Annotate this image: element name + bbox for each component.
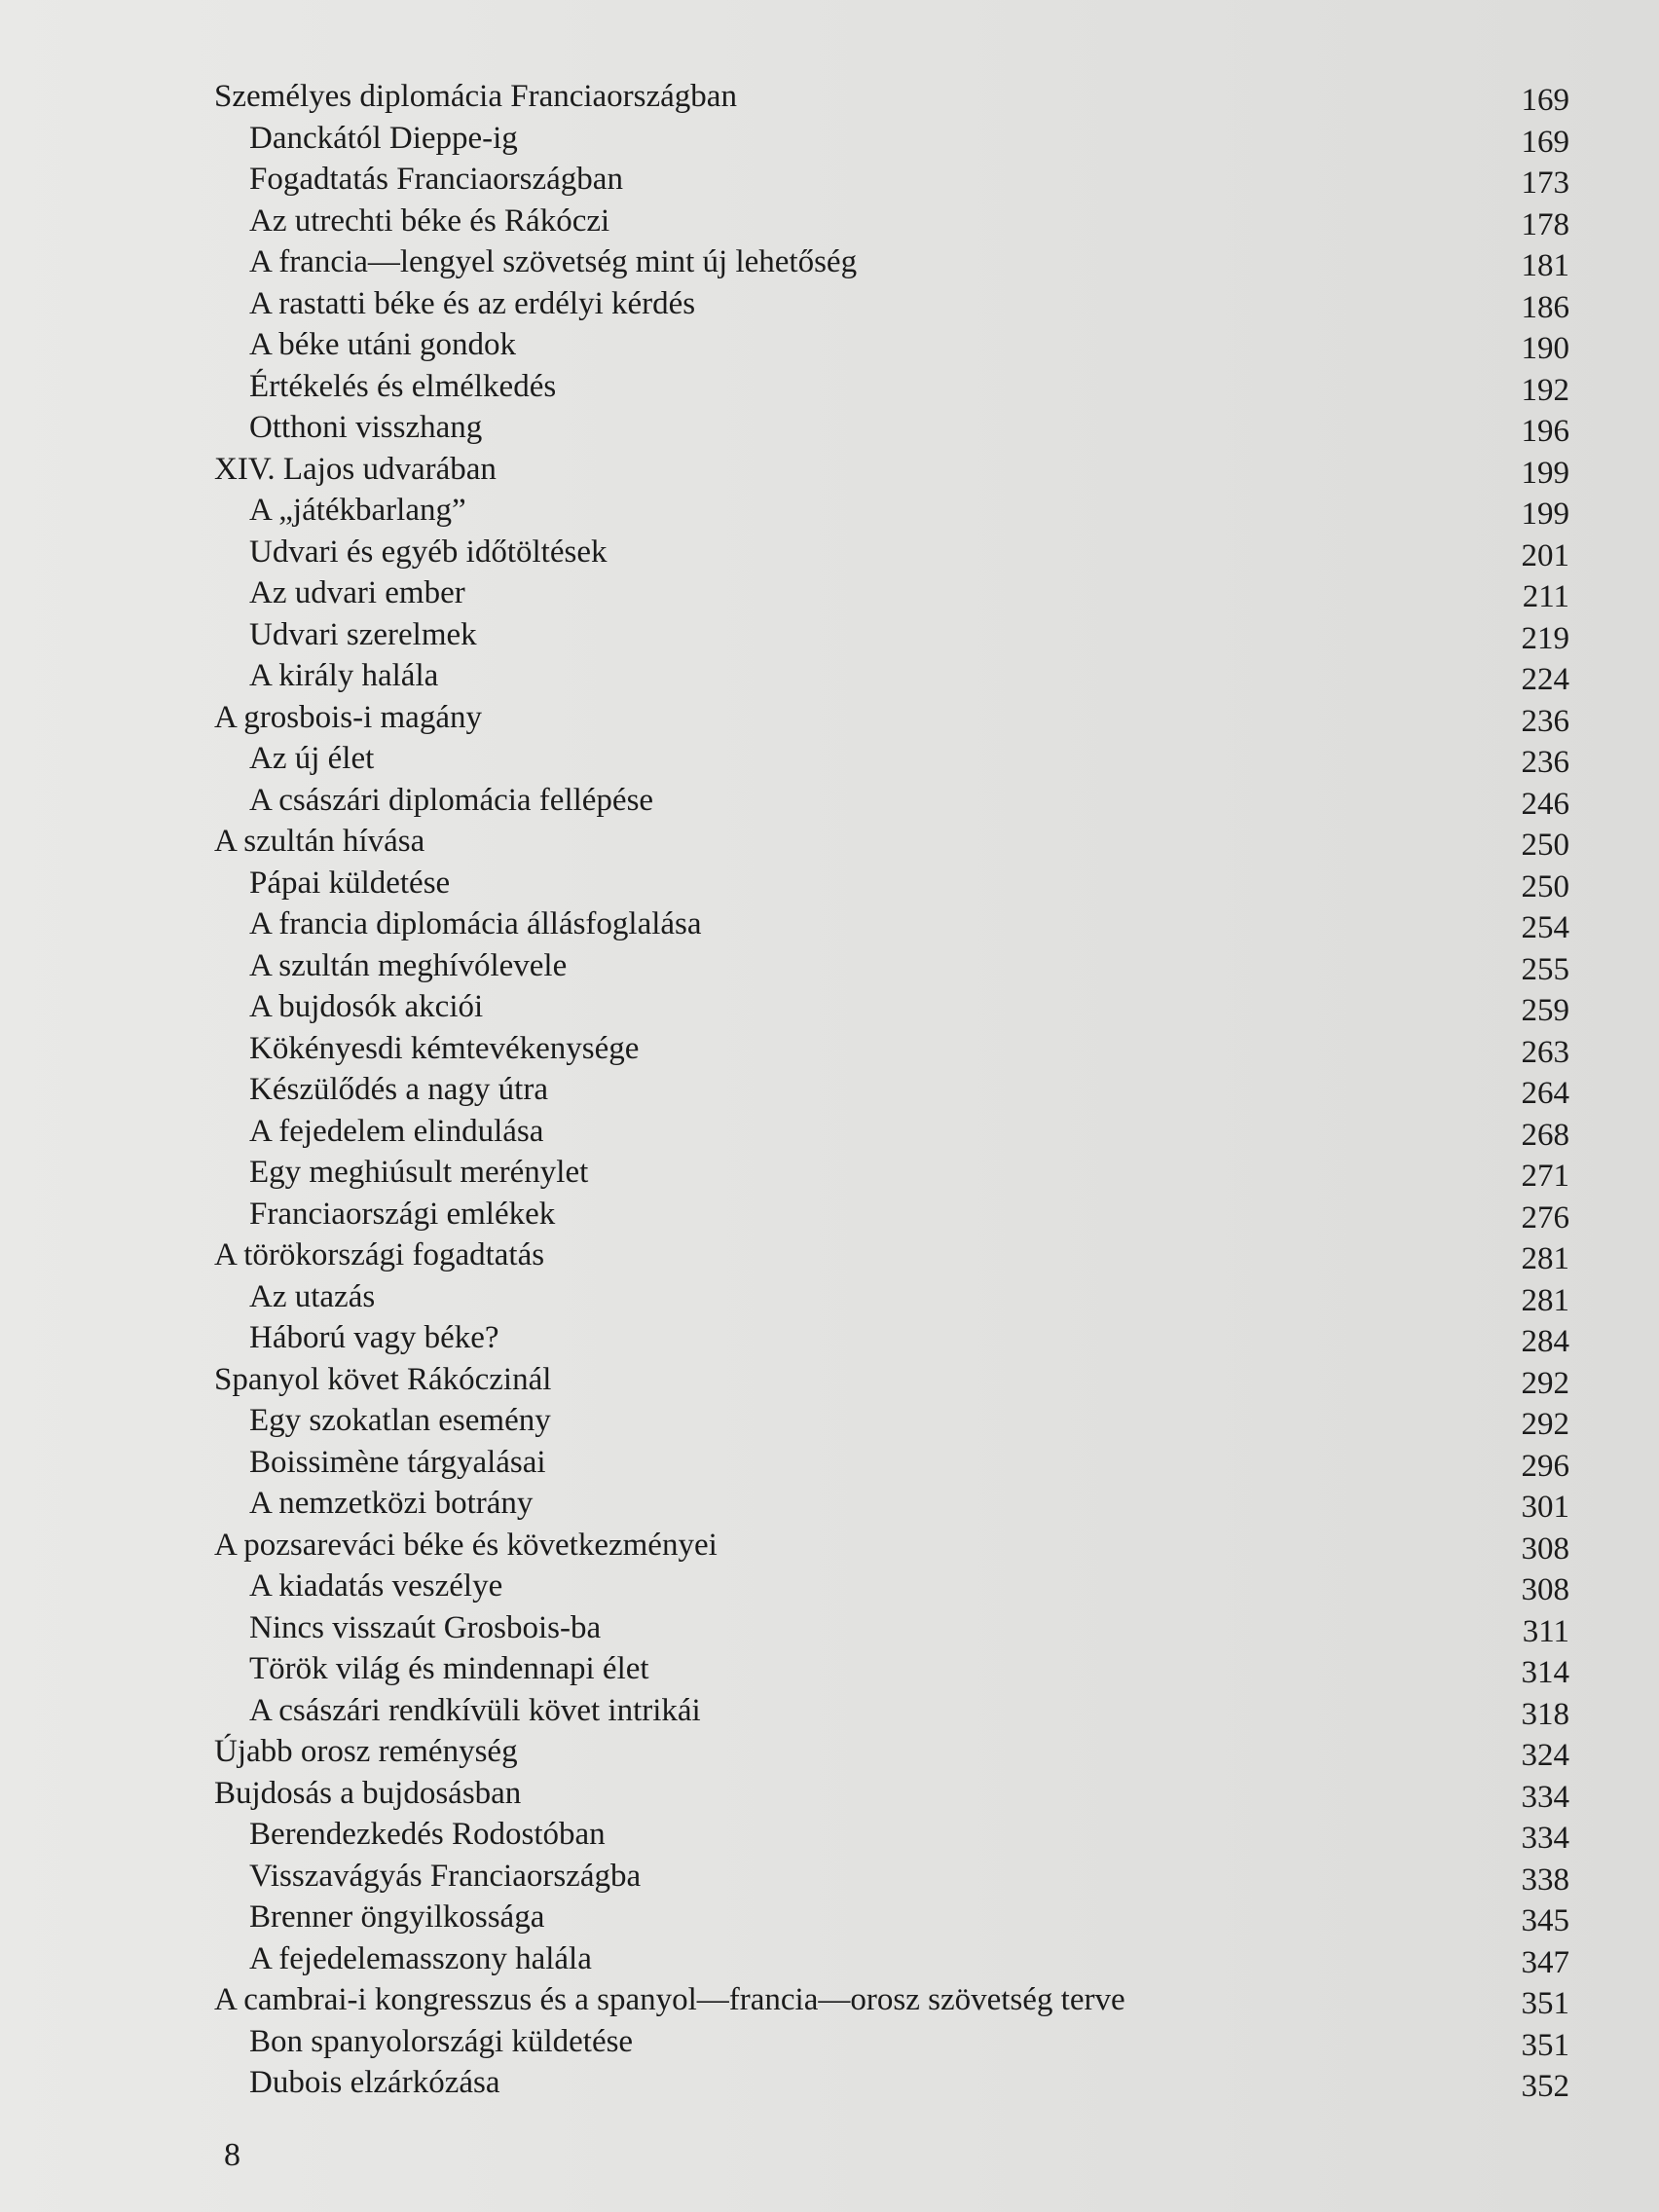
toc-entry-page: 250 xyxy=(1521,828,1569,863)
toc-subentry xyxy=(214,572,1569,614)
toc-subentry xyxy=(214,1152,1569,1194)
toc-subentry xyxy=(214,1483,1569,1525)
toc-subentry xyxy=(214,159,1569,201)
toc-entry-page: 236 xyxy=(1521,745,1569,780)
toc-subentry xyxy=(214,324,1569,366)
toc-entry-title: Háború vagy béke? xyxy=(249,1320,499,1355)
toc-subentry xyxy=(214,1442,1569,1484)
toc-entry-page: 324 xyxy=(1521,1738,1569,1773)
toc-entry-title: A szultán hívása xyxy=(214,824,425,859)
toc-entry-page: 351 xyxy=(1521,2027,1569,2063)
toc-chapter xyxy=(214,1731,1569,1773)
toc-entry-title: Otthoni visszhang xyxy=(249,410,483,445)
toc-entry-page: 178 xyxy=(1521,206,1569,242)
toc-entry-page: 190 xyxy=(1521,331,1569,366)
toc-entry-title: Az utrechti béke és Rákóczi xyxy=(249,203,610,239)
toc-entry-page: 301 xyxy=(1521,1490,1569,1525)
toc-subentry xyxy=(214,1194,1569,1235)
toc-entry-page: 292 xyxy=(1521,1407,1569,1442)
toc-entry-title: XIV. Lajos udvarában xyxy=(214,451,497,487)
toc-entry-title: Újabb orosz reménység xyxy=(214,1734,518,1769)
toc-entry-page: 292 xyxy=(1521,1365,1569,1401)
toc-subentry xyxy=(214,1897,1569,1938)
toc-subentry xyxy=(214,1814,1569,1856)
toc-entry-page: 211 xyxy=(1522,579,1569,614)
toc-entry-page: 246 xyxy=(1521,786,1569,822)
toc-entry-page: 236 xyxy=(1521,703,1569,739)
toc-chapter xyxy=(214,1359,1569,1401)
toc-entry-title: A grosbois-i magány xyxy=(214,699,482,735)
toc-entry-title: Dubois elzárkózása xyxy=(249,2065,500,2100)
toc-entry-page: 268 xyxy=(1521,1117,1569,1153)
toc-entry-title: A császári diplomácia fellépése xyxy=(249,782,654,818)
toc-entry-page: 224 xyxy=(1521,662,1569,697)
toc-entry-title: Boissimène tárgyalásai xyxy=(249,1444,546,1480)
toc-entry-page: 271 xyxy=(1521,1159,1569,1194)
toc-entry-title: Bujdosás a bujdosásban xyxy=(214,1775,522,1811)
toc-subentry xyxy=(214,1400,1569,1442)
toc-entry-page: 169 xyxy=(1521,83,1569,118)
toc-entry-page: 181 xyxy=(1521,248,1569,283)
toc-entry-page: 201 xyxy=(1521,537,1569,573)
toc-entry-title: Az udvari ember xyxy=(249,575,465,610)
toc-entry-page: 281 xyxy=(1521,1282,1569,1318)
toc-subentry xyxy=(214,283,1569,325)
toc-entry-page: 186 xyxy=(1521,289,1569,325)
toc-entry-page: 219 xyxy=(1521,620,1569,656)
toc-entry-title: Bon spanyolországi küldetése xyxy=(249,2023,634,2059)
toc-entry-title: Udvari és egyéb időtöltések xyxy=(249,534,608,570)
toc-entry-page: 308 xyxy=(1521,1530,1569,1567)
toc-entry-page: 334 xyxy=(1521,1821,1569,1856)
toc-entry-title: Berendezkedés Rodostóban xyxy=(249,1817,606,1852)
toc-entry-title: A fejedelem elindulása xyxy=(249,1113,544,1149)
toc-entry-page: 352 xyxy=(1521,2069,1569,2104)
toc-entry-title: Udvari szerelmek xyxy=(249,616,477,652)
page-number: 8 xyxy=(224,2137,240,2173)
toc-entry-page: 334 xyxy=(1521,1779,1569,1815)
toc-entry-title: Fogadtatás Franciaországban xyxy=(249,162,623,197)
toc-entry-title: A „játékbarlang” xyxy=(249,493,466,528)
toc-entry-page: 169 xyxy=(1521,124,1569,160)
toc-entry-page: 192 xyxy=(1521,372,1569,408)
toc-subentry xyxy=(214,1690,1569,1732)
toc-subentry xyxy=(214,1317,1569,1359)
toc-entry-title: Nincs visszaút Grosbois-ba xyxy=(249,1609,602,1645)
toc-subentry xyxy=(214,201,1569,242)
toc-entry-page: 318 xyxy=(1521,1696,1569,1732)
toc-entry-page: 259 xyxy=(1521,993,1569,1028)
toc-entry-page: 308 xyxy=(1521,1572,1569,1607)
toc-entry-page: 351 xyxy=(1521,1986,1569,2021)
toc-subentry xyxy=(214,1111,1569,1153)
toc-entry-page: 296 xyxy=(1521,1448,1569,1484)
toc-entry-page: 263 xyxy=(1521,1034,1569,1070)
toc-entry-page: 338 xyxy=(1521,1862,1569,1898)
toc-subentry xyxy=(214,532,1569,573)
toc-entry-title: Franciaországi emlékek xyxy=(249,1196,556,1232)
toc-chapter xyxy=(214,1773,1569,1815)
toc-entry-title: A fejedelemasszony halála xyxy=(249,1940,592,1976)
toc-entry-title: A kiadatás veszélye xyxy=(249,1568,503,1604)
toc-subentry xyxy=(214,1648,1569,1690)
toc-entry-page: 199 xyxy=(1521,497,1569,532)
toc-chapter xyxy=(214,1525,1569,1567)
toc-subentry xyxy=(214,780,1569,822)
toc-subentry xyxy=(214,863,1569,904)
toc-entry-title: A francia diplomácia állásfoglalása xyxy=(249,906,702,941)
toc-entry-title: Az utazás xyxy=(249,1278,376,1314)
toc-entry-title: A bujdosók akciói xyxy=(249,989,484,1024)
toc-subentry xyxy=(214,1607,1569,1649)
toc-entry-page: 199 xyxy=(1521,455,1569,491)
toc-entry-page: 254 xyxy=(1521,910,1569,945)
toc-entry-title: Pápai küldetése xyxy=(249,865,451,901)
toc-entry-title: Visszavágyás Franciaországba xyxy=(249,1858,642,1894)
toc-chapter xyxy=(214,821,1569,863)
toc-chapter xyxy=(214,449,1569,491)
toc-entry-title: A pozsareváci béke és következményei xyxy=(214,1527,718,1563)
toc-entry-title: Az új élet xyxy=(249,741,375,776)
toc-subentry xyxy=(214,490,1569,532)
toc-entry-title: Brenner öngyilkossága xyxy=(249,1899,545,1935)
toc-entry-title: A béke utáni gondok xyxy=(249,327,517,362)
toc-entry-title: Egy szokatlan esemény xyxy=(249,1403,551,1438)
toc-entry-page: 314 xyxy=(1521,1655,1569,1690)
toc-entry-title: Török világ és mindennapi élet xyxy=(249,1651,649,1686)
toc-subentry xyxy=(214,241,1569,283)
toc-entry-title: A rastatti béke és az erdélyi kérdés xyxy=(249,285,696,321)
toc-subentry xyxy=(214,986,1569,1028)
toc-entry-page: 255 xyxy=(1521,951,1569,987)
toc-subentry xyxy=(214,2062,1569,2104)
toc-entry-title: Egy meghiúsult merénylet xyxy=(249,1155,589,1190)
toc-entry-page: 196 xyxy=(1521,414,1569,449)
toc-entry-page: 284 xyxy=(1521,1324,1569,1359)
toc-entry-title: Értékelés és elmélkedés xyxy=(249,368,557,404)
toc-subentry xyxy=(214,1028,1569,1070)
toc-entry-page: 276 xyxy=(1521,1199,1569,1235)
toc-subentry xyxy=(214,614,1569,656)
toc-chapter xyxy=(214,1979,1569,2021)
toc-entry-title: A cambrai-i kongresszus és a spanyol—francia—orosz szövetség terve xyxy=(214,1982,1125,2017)
toc-chapter xyxy=(214,1235,1569,1276)
toc-entry-title: Danckától Dieppe-ig xyxy=(249,120,518,156)
toc-subentry xyxy=(214,118,1569,160)
toc-subentry xyxy=(214,945,1569,987)
toc-entry-title: Készülődés a nagy útra xyxy=(249,1072,548,1107)
toc-subentry xyxy=(214,903,1569,945)
toc-entry-title: Kökényesdi kémtevékenysége xyxy=(249,1030,640,1066)
toc-subentry xyxy=(214,1276,1569,1318)
toc-entry-title: A király halála xyxy=(249,658,439,693)
toc-entry-title: A császári rendkívüli követ intrikái xyxy=(249,1692,701,1728)
toc-entry-title: A nemzetközi botrány xyxy=(249,1486,534,1521)
toc-entry-title: A szultán meghívólevele xyxy=(249,947,568,983)
toc-entry-title: A francia—lengyel szövetség mint új lehetőség xyxy=(249,244,858,279)
toc-entry-page: 250 xyxy=(1521,868,1569,904)
toc-entry-title: Spanyol követ Rákóczinál xyxy=(214,1361,552,1397)
toc-subentry xyxy=(214,655,1569,697)
toc-entry-page: 264 xyxy=(1521,1076,1569,1111)
toc-entry-page: 281 xyxy=(1521,1241,1569,1276)
toc-subentry xyxy=(214,366,1569,408)
table-of-contents xyxy=(214,76,1569,2104)
toc-entry-title: Személyes diplomácia Franciaországban xyxy=(214,79,737,114)
toc-subentry xyxy=(214,407,1569,449)
toc-subentry xyxy=(214,2021,1569,2063)
toc-entry-page: 173 xyxy=(1521,166,1569,201)
toc-subentry xyxy=(214,1069,1569,1111)
toc-entry-page: 311 xyxy=(1522,1613,1569,1649)
toc-subentry xyxy=(214,738,1569,780)
toc-chapter xyxy=(214,697,1569,739)
toc-chapter xyxy=(214,76,1569,118)
toc-entry-title: A törökországi fogadtatás xyxy=(214,1237,545,1272)
toc-subentry xyxy=(214,1938,1569,1980)
toc-subentry xyxy=(214,1566,1569,1607)
toc-entry-page: 347 xyxy=(1521,1944,1569,1980)
toc-entry-page: 345 xyxy=(1521,1903,1569,1938)
toc-subentry xyxy=(214,1856,1569,1898)
